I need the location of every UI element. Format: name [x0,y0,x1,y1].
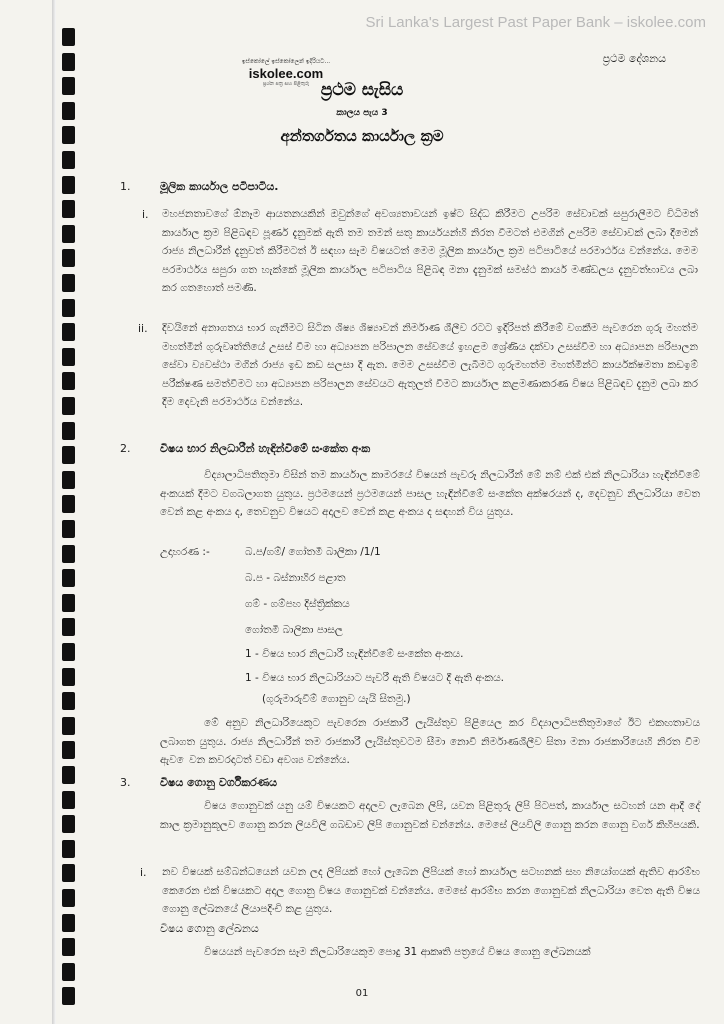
binding-hole [62,151,75,169]
binding-hole [62,299,75,317]
binding-hole [62,372,75,390]
example-line: බ.ප - බස්නාහිර පළාත [245,572,346,584]
main-title: අන්තර්ගතය කාර්යාල ක්‍රම [280,127,444,145]
paragraph: විෂය ගොනුවක් යනු යම් විෂයකට අදාලව ලැබෙන ලිපි, යවන පිළිතුරු ලිපි පිටපත්, කාර්යාල සටහන් යන ආදී දේ කාල ක්‍රමානුකූලව ගොනු කරන ලියවිලි ගබඩාව ලිපි ගොනුවක් වන්නේය. මෙසේ ලියවිලි ගොනු කරන ගොනු වර්ග කිහිපයකි. [160,800,700,831]
binding-hole [62,545,75,563]
binding-hole [62,471,75,489]
binding-hole [62,717,75,735]
binding-hole [62,569,75,587]
binding-hole [62,274,75,292]
section-number: 1. [120,180,131,193]
example-line: ගම් - ගම්පහ දිස්ත්‍රික්කය [245,598,350,610]
binding-hole [62,864,75,882]
binding-hole [62,495,75,513]
spiral-binding [0,0,90,1024]
example-line: ගෝතමී බාලිකා පාසල [245,624,343,636]
paragraph: දිවයිනේ අනාගතය භාර ගැනීමට සිටින ශිෂ්‍ය ශිෂ්‍යාවන් නිර්මාණ ශීලීව රටට ඉදිරිපත් කිරීමේ වගකීම පැවරෙන ගුරු මහත්ම මහත්මීන් ගුරුවෘත්තියේ උසස් වීම හා අධ්‍යාපන පරිපාලන සේවයේ ඉහළම ශ්‍රේණිය දක්වා උසස්වීම හා අධ්‍යාපන පරිපාලන සේවා ව්‍යවස්ථා මගින් රාජ්‍ය ඉඩ කඩ සලසා දී ඇත. මෙම උසස්වීම ලැබීමට ගුරුමහත්ම මහත්මීන්ට කාර්යක්ෂමතා කඩඉම් පරීක්ෂණ සමත්වීමට හා අධ්‍යාපන පරිපාලන සේවයට ඇතුලත් වීමට කාර්යාල කළමණාකරණ විෂය පිළිබඳව දැනුම ලබා කර දීම දෙවැනි පරමාර්ථය වන්නේය. [162,322,698,408]
example-line: 1 - විෂය භාර නිලධාරියාට පැවරී ඇති විෂයට දී ඇති අංකය. [245,672,504,684]
paragraph: විද්‍යාලාධිපතිතුමා විසින් තම කාර්යාල කාමරයේ විෂයන් පැවරූ නිලධාරීන් මේ නම් එක් එක් නිලධාරියා හැඳින්වීමේ අංකයක් දීමට වගබලාගත යුතුය. ප්‍රථමයෙන් ප්‍රථමයෙන් පාසල හැඳින්වීමේ සංකේත අක්ෂරයන් ද, දෙවනුව නිලධාරියා වෙත වෙන් කළ අංකය ද, තෙවනුව විෂයට අදාලව වෙන් කළ අංකය ද සඳහන් විය යුතුය. [160,469,700,518]
binding-hole [62,692,75,710]
paragraph: මහජනතාවගේ ඕනෑම ආයතනයකින් ඔවුන්ගේ අවශ්‍යතාවයන් ඉෂ්ට සිද්ධ කිරීමට උපරිම සේවාවක් සපුරාලීමට විධිමත් කාර්යාල ක්‍රම පිළිබඳව පූර්ණ දැනුමක් ඇති තම තමන් සතු කාර්යයන්හි නිරත වීමටත් එමගින් උපරිම සේවාවක් ලබා දීමෙන් රාජ්‍ය නිලධාරීන් දැනුවත් කිරීමටත් ඊ සඳහා සෑම විෂයටත් මෙම මූලික කාර්යාල ක්‍රම පටිපාටියේ පරමාර්ථය වන්නේය. මෙම පරමාර්ථය සපුරා ගත හැක්කේ මූලික කාර්යාල පටිපාටිය පිළිබඳ මනා දැනුමක් සමස්ථ කාර්ය මණ්ඩලය දැනුවත්භාවය ලබා කර ගතහොත් පමණි. [162,208,698,294]
binding-hole [62,28,75,46]
section-number: 2. [120,442,131,455]
section-heading: මූලික කාර්යාල පටිපාටිය. [160,180,279,193]
watermark: Sri Lanka's Largest Past Paper Bank – iskolee.com [365,14,706,31]
binding-hole [62,618,75,636]
example-label: උදාහරණ :- [160,546,210,558]
binding-hole [62,176,75,194]
logo-brand: iskolee.com [248,66,324,81]
binding-hole [62,200,75,218]
paragraph: මේ අනුව නිලධාරියෙකුට පැවරෙන රාජකාරී ලැයිස්තුව පිළියෙල කර විද්‍යාලාධිපතිතුමාගේ ඊට එකඟතාවය ලබාගත යුතුය. රාජ්‍ය නිලධාරීන් තම රාජකාරී ලැයිස්තුවටම සීමා නොවී නිර්මාණශීලීව සිතා මනා රාජකාරියෙහි නිරත වීම ඇව ෙවන කවරදාටත් වඩා අවශ්‍ය වන්නේය. [160,717,700,766]
example-note: (ගුරුමාරුවීම් ගොනුව යැයි සිතමු.) [262,693,411,705]
binding-hole [62,323,75,341]
binding-hole [62,963,75,981]
binding-hole [62,225,75,243]
binding-hole [62,840,75,858]
logo-sub: ප්‍රශ්න පත්‍ර සහ පිළිතුරු [262,81,310,87]
corner-label: ප්‍රථම දේශනය [602,52,666,65]
section-heading: විෂය ගොනු වර්ගීකරණය [160,776,278,789]
binding-hole [62,422,75,440]
binding-hole [62,889,75,907]
session-title: ප්‍රථම සැසිය [320,80,404,100]
item-number: i. [142,208,149,221]
page-number: 01 [355,988,369,999]
logo-tagline: ඉස්කෝලේ ඉස්කෝලෙන් ඉදිරියට... [241,58,331,65]
binding-hole [62,791,75,809]
binding-hole [62,249,75,267]
binding-hole [62,741,75,759]
sub-heading: විෂය ගොනු ලේඛනය [160,922,259,935]
example-line: 1 - විෂය භාර නිලධාරී හැඳින්වීමේ සංකේත අංකය. [245,648,464,660]
binding-hole [62,643,75,661]
binding-hole [62,348,75,366]
binding-hole [62,520,75,538]
time-label: කාලය පැය 3 [336,108,388,118]
item-number: ii. [138,322,148,335]
binding-hole [62,397,75,415]
binding-hole [62,446,75,464]
page-edge [52,0,56,1024]
paragraph: විෂයයන් පැවරෙන සෑම නිලධාරියෙකුම පොදු 31 ආකෘති පත්‍රයේ විෂය ගොනු ලේඛනයක් [204,946,591,958]
section-number: 3. [120,776,131,789]
binding-hole [62,914,75,932]
binding-hole [62,53,75,71]
binding-hole [62,766,75,784]
paragraph: නව විෂයක් සම්බන්ධයෙන් යවන ලද ලිපියක් හෝ ලැබෙන ලිපියක් හෝ කාර්යාල සටහනක් සහ නියෝගයක් ඇතිව ආරම්භ කෙරෙන එක් විෂයකට අදාල ගොනු විෂය ගොනුවක් වන්නේය. මෙසේ ආරම්භ කරන ගොනුවක් නිලධාරියා වෙත ඇති විෂය ගොනු ලේඛනයේ ලියාපදිංචි කළ යුතුය. [162,866,700,915]
binding-hole [62,815,75,833]
section-heading: විෂය භාර නිලධාරීන් හැඳින්වීමේ සංකේත අංක [160,442,371,455]
binding-hole [62,668,75,686]
example-code: බ.ප/ගම්/ ගෝතමී බාලිකා /1/1 [245,546,381,558]
item-number: i. [140,866,147,879]
binding-hole [62,594,75,612]
binding-hole [62,938,75,956]
